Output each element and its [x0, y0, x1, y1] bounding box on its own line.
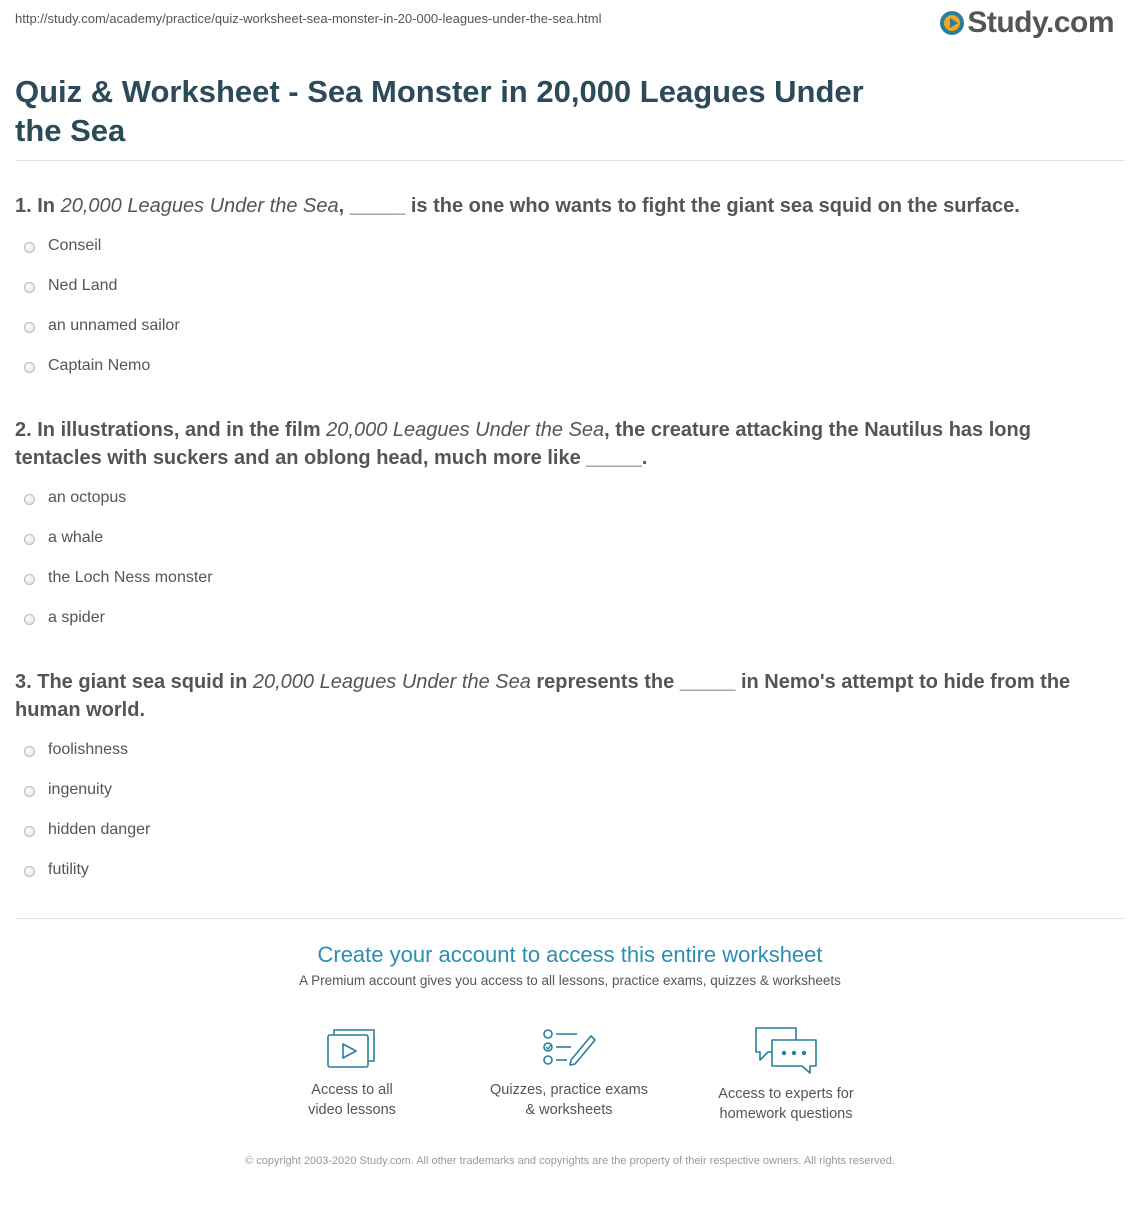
- question-text-before: In illustrations, and in the film: [37, 419, 327, 441]
- feature-label: Quizzes, practice exams & worksheets: [490, 1082, 648, 1118]
- radio-icon[interactable]: [24, 866, 35, 877]
- question-number: 3.: [15, 671, 32, 693]
- answer-option[interactable]: [24, 277, 117, 295]
- page-title: Quiz & Worksheet - Sea Monster in 20,000 Leagues Under the Sea: [15, 74, 864, 148]
- feature-quizzes: [469, 1026, 669, 1120]
- answer-option[interactable]: [24, 529, 103, 547]
- answer-option[interactable]: [24, 569, 213, 587]
- title-divider: [15, 160, 1125, 161]
- answer-option[interactable]: [24, 237, 101, 255]
- answer-label: a whale: [48, 529, 104, 546]
- answer-option[interactable]: [24, 317, 180, 335]
- question-1: [15, 192, 1115, 220]
- cta-subtitle: A Premium account gives you access to all lessons, practice exams, quizzes & worksheets: [299, 973, 841, 988]
- answer-label: hidden danger: [48, 821, 151, 838]
- radio-icon[interactable]: [24, 574, 35, 585]
- answer-option[interactable]: [24, 741, 128, 759]
- answer-label: an unnamed sailor: [48, 317, 180, 334]
- radio-icon[interactable]: [24, 494, 35, 505]
- radio-icon[interactable]: [24, 614, 35, 625]
- answer-option[interactable]: [24, 861, 89, 879]
- video-lesson-icon: [326, 1026, 378, 1070]
- play-logo-icon: [940, 11, 964, 35]
- feature-label: Access to all video lessons: [308, 1082, 396, 1118]
- answer-label: Conseil: [48, 237, 102, 254]
- radio-icon[interactable]: [24, 786, 35, 797]
- answer-option[interactable]: [24, 357, 150, 375]
- radio-icon[interactable]: [24, 746, 35, 757]
- question-number: 1.: [15, 195, 32, 217]
- page-url[interactable]: http://study.com/academy/practice/quiz-worksheet-sea-monster-in-20-000-leagues-under-the-sea.html: [15, 11, 602, 26]
- study-logo[interactable]: [940, 6, 1114, 40]
- question-book-title: 20,000 Leagues Under the Sea: [252, 671, 531, 693]
- feature-video-lessons: [252, 1026, 452, 1120]
- answer-label: an octopus: [48, 489, 127, 506]
- radio-icon[interactable]: [24, 242, 35, 253]
- answer-label: foolishness: [48, 741, 129, 758]
- answer-option[interactable]: [24, 489, 126, 507]
- question-text-after: represents the _____ in Nemo's attempt to hide from the human world.: [15, 671, 1071, 721]
- cta-divider: [15, 918, 1125, 919]
- quiz-checklist-icon: [541, 1026, 597, 1070]
- feature-experts: [686, 1026, 886, 1124]
- create-account-link[interactable]: Create your account to access this entire worksheet: [317, 942, 823, 967]
- logo-text: Study.com: [967, 6, 1114, 39]
- answer-label: the Loch Ness monster: [48, 569, 213, 586]
- question-text-after: , the creature attacking the Nautilus has long tentacles with suckers and an oblong head, much more like _____.: [15, 419, 1031, 469]
- chat-bubbles-icon: [754, 1026, 818, 1074]
- radio-icon[interactable]: [24, 362, 35, 373]
- copyright-notice: © copyright 2003-2020 Study.com. All other trademarks and copyrights are the property of their respective owners. All rights reserved.: [245, 1155, 895, 1167]
- feature-label: Access to experts for homework questions: [718, 1086, 854, 1122]
- answer-label: Captain Nemo: [48, 357, 151, 374]
- question-text-after: , _____ is the one who wants to fight the giant sea squid on the surface.: [338, 195, 1020, 217]
- radio-icon[interactable]: [24, 534, 35, 545]
- question-book-title: 20,000 Leagues Under the Sea: [326, 419, 605, 441]
- radio-icon[interactable]: [24, 282, 35, 293]
- answer-option[interactable]: [24, 609, 105, 627]
- answer-label: ingenuity: [48, 781, 113, 798]
- question-text-before: In: [37, 195, 61, 217]
- question-number: 2.: [15, 419, 32, 441]
- answer-label: a spider: [48, 609, 105, 626]
- radio-icon[interactable]: [24, 322, 35, 333]
- answer-label: futility: [48, 861, 89, 878]
- question-book-title: 20,000 Leagues Under the Sea: [60, 195, 339, 217]
- question-text-before: The giant sea squid in: [37, 671, 253, 693]
- question-2: [15, 416, 1115, 472]
- radio-icon[interactable]: [24, 826, 35, 837]
- answer-option[interactable]: [24, 781, 112, 799]
- question-3: [15, 668, 1115, 724]
- answer-option[interactable]: [24, 821, 150, 839]
- answer-label: Ned Land: [48, 277, 118, 294]
